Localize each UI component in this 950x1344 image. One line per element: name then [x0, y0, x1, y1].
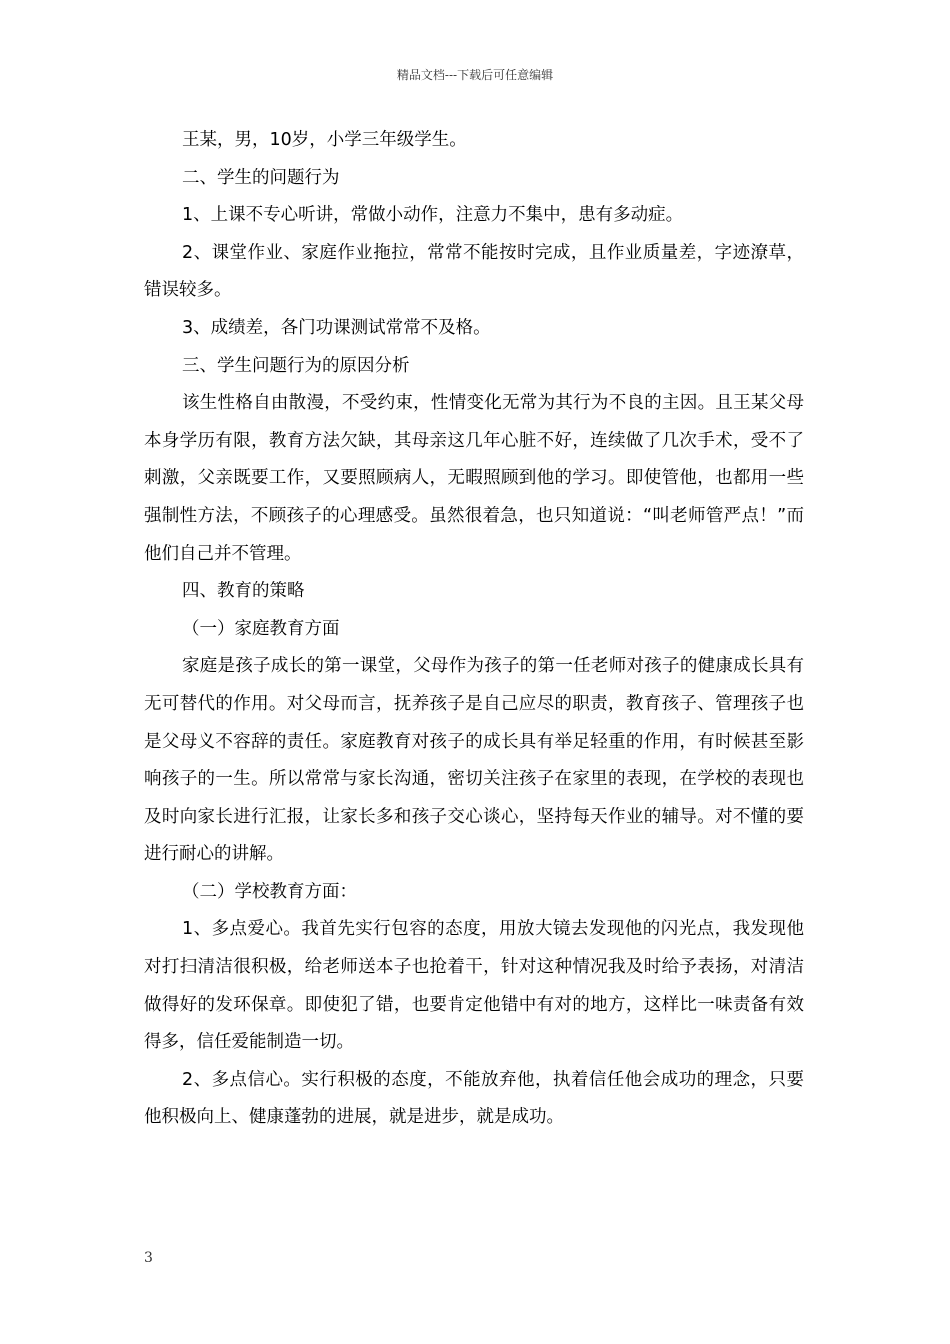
family-education-paragraph: 家庭是孩子成长的第一课堂，父母作为孩子的第一任老师对孩子的健康成长具有无可替代的作用。对父母而言，抚养孩子是自己应尽的职责，教育孩子、管理孩子也是父母义不容辞的责任。家庭教育对孩子的成长具有举足轻重的作用，有时候甚至影响孩子的一生。所以常常与家长沟通，密切关注孩子在家里的表现，在学校的表现也及时向家长进行汇报，让家长多和孩子交心谈心，坚持每天作业的辅导。对不懂的要进行耐心的讲解。: [144, 656, 804, 865]
problem-item-1: 1、上课不专心听讲，常做小动作，注意力不集中，患有多动症。: [182, 205, 684, 226]
subsection-heading-school: （二）学校教育方面：: [182, 881, 357, 902]
page-header: 精品文档---下载后可任意编辑: [396, 68, 554, 82]
student-info-paragraph: 王某，男，10岁，小学三年级学生。: [182, 130, 467, 150]
document-body: [144, 122, 804, 1137]
section-heading-cause-analysis: 三、学生问题行为的原因分析: [182, 355, 410, 376]
section-heading-problem-behavior: 二、学生的问题行为: [182, 167, 340, 188]
cause-analysis-paragraph: 该生性格自由散漫，不受约束，性情变化无常为其行为不良的主因。且王某父母本身学历有限，教育方法欠缺，其母亲这几年心脏不好，连续做了几次手术，受不了刺激，父亲既要工作，又要照顾病人，无暇照顾到他的学习。即使管他，也都用一些强制性方法，不顾孩子的心理感受。虽然很着急，也只知道说：“叫老师管严点！”而他们自己并不管理。: [144, 393, 804, 564]
problem-item-2: 2、课堂作业、家庭作业拖拉，常常不能按时完成，且作业质量差，字迹潦草，错误较多。: [144, 242, 804, 301]
page-number: 3: [144, 1250, 153, 1266]
problem-item-3: 3、成绩差，各门功课测试常常不及格。: [182, 317, 491, 338]
section-heading-strategy: 四、教育的策略: [182, 581, 305, 602]
school-strategy-item-1: 1、多点爱心。我首先实行包容的态度，用放大镜去发现他的闪光点，我发现他对打扫清洁很积极，给老师送本子也抢着干，针对这种情况我及时给予表扬，对清洁做得好的发环保章。即使犯了错，也要肯定他错中有对的地方，这样比一味责备有效得多，信任爱能制造一切。: [144, 919, 804, 1053]
subsection-heading-family: （一）家庭教育方面: [182, 618, 340, 639]
school-strategy-item-2: 2、多点信心。实行积极的态度，不能放弃他，执着信任他会成功的理念，只要他积极向上、健康蓬勃的进展，就是进步，就是成功。: [144, 1069, 804, 1128]
